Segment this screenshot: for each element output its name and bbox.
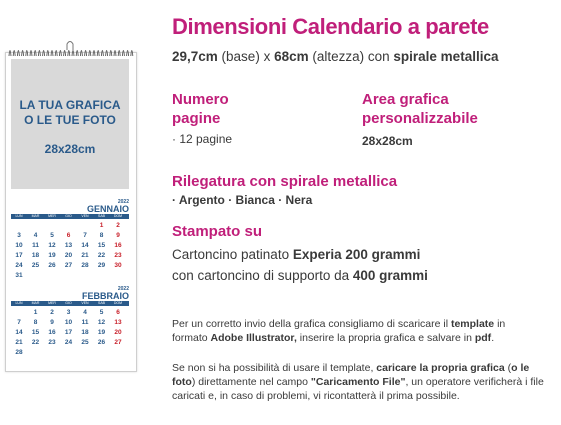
- weekday-label: MER: [48, 301, 56, 305]
- calendar-day: 4: [33, 232, 38, 239]
- calendar-day: 16: [48, 329, 56, 336]
- calendar-day: 27: [64, 262, 73, 269]
- print-description: Cartoncino patinato Experia 200 grammi con cartoncino di supporto da 400 grammi: [172, 247, 428, 283]
- calendar-day: 1: [33, 309, 38, 316]
- weekday-header: [11, 214, 129, 219]
- calendar-day: 12: [97, 319, 106, 326]
- calendar-day: 13: [64, 242, 73, 249]
- photo-label-line-2: O LE TUE FOTO: [24, 113, 116, 127]
- calendar-day: 23: [48, 339, 56, 346]
- calendar-day: 22: [97, 252, 106, 259]
- dimensions-subtitle: 29,7cm (base) x 68cm (altezza) con spirale metallica: [172, 49, 499, 64]
- calendar-day: 3: [66, 309, 71, 316]
- calendar-day: 29: [97, 262, 106, 269]
- calendar-day: 20: [114, 329, 122, 336]
- page-title: Dimensioni Calendario a parete: [172, 14, 489, 39]
- binding-heading: Rilegatura con spirale metallica: [172, 173, 398, 190]
- month-name: GENNAIO: [86, 204, 129, 214]
- spiral-binding-icon: [5, 44, 135, 58]
- calendar-day: 7: [17, 319, 21, 326]
- weekday-label: GIO: [65, 214, 72, 218]
- calendar-day: 28: [15, 349, 23, 356]
- calendar-day: 3: [17, 232, 21, 239]
- calendar-day: 26: [97, 339, 106, 346]
- weekday-label: LUN: [15, 301, 23, 305]
- calendar-day: 25: [31, 262, 40, 269]
- calendar-day: 14: [81, 242, 89, 249]
- calendar-day: 24: [64, 339, 73, 346]
- weekday-label: VEN: [81, 301, 89, 305]
- print-heading: Stampato su: [172, 223, 263, 240]
- calendar-day: 2: [50, 309, 54, 316]
- calendar-day: 19: [97, 329, 106, 336]
- pages-heading: Numero pagine: [172, 91, 229, 127]
- weekday-label: MER: [48, 214, 56, 218]
- template-instructions: Per un corretto invio della grafica consigliamo di scaricare il template in formato Adobe Illustrator, inserire la propria grafica e salvare in pdf.: [172, 318, 506, 344]
- weekday-label: MAR: [31, 301, 40, 305]
- upload-instructions: Se non si ha possibilità di usare il template, caricare la propria grafica (o le foto) direttamente nel campo "Caricamento File", un operatore verificherà i file caricati e, in caso di problemi, vi ricontatterà il prima possibile.: [172, 362, 544, 402]
- calendar-day: 6: [116, 309, 120, 316]
- calendar-day: 21: [81, 252, 89, 259]
- pages-value: · 12 pagine: [172, 132, 233, 146]
- calendar-day: 14: [15, 329, 23, 336]
- weekday-label: DOM: [113, 301, 123, 305]
- calendar-day: 27: [114, 339, 122, 346]
- calendar-day: 11: [81, 319, 89, 326]
- calendar-day: 8: [99, 232, 104, 239]
- calendar-day: 30: [114, 262, 122, 269]
- calendar-day: 22: [31, 339, 40, 346]
- calendar-day: 4: [83, 309, 87, 316]
- calendar-day: 23: [114, 252, 122, 259]
- calendar-day: 8: [33, 319, 38, 326]
- calendar-day: 16: [114, 242, 122, 249]
- calendar-day: 31: [15, 272, 23, 279]
- calendar-day: 7: [83, 232, 87, 239]
- calendar-day: 1: [99, 222, 104, 229]
- weekday-label: GIO: [65, 301, 72, 305]
- calendar-day: 20: [64, 252, 73, 259]
- calendar-day: 17: [15, 252, 23, 259]
- calendar-day: 9: [50, 319, 54, 326]
- calendar-day: 15: [97, 242, 106, 249]
- photo-placeholder-label: [11, 98, 129, 128]
- calendar-day: 5: [99, 309, 104, 316]
- calendar-day: 11: [32, 242, 39, 249]
- calendar-day: 18: [81, 329, 89, 336]
- calendar-day: 26: [48, 262, 56, 269]
- calendar-day: 17: [64, 329, 73, 336]
- calendar-day: 10: [64, 319, 73, 326]
- month-year: 2022: [117, 286, 129, 292]
- month-name: FEBBRAIO: [82, 291, 129, 301]
- calendar-day: 2: [116, 222, 120, 229]
- calendar-day: 21: [15, 339, 23, 346]
- photo-size-label: 28x28cm: [44, 142, 96, 156]
- calendar-day: 9: [116, 232, 120, 239]
- weekday-label: LUN: [15, 214, 23, 218]
- calendar-day: 24: [15, 262, 23, 269]
- calendar-day: 28: [81, 262, 89, 269]
- binding-value: · Argento · Bianca · Nera: [172, 193, 313, 207]
- area-value: 28x28cm: [362, 134, 413, 148]
- calendar-day: 13: [114, 319, 122, 326]
- calendar-day: 18: [31, 252, 40, 259]
- calendar-day: 19: [48, 252, 56, 259]
- calendar-day: 5: [50, 232, 54, 239]
- calendar-day: 10: [15, 242, 23, 249]
- calendar-day: 25: [81, 339, 89, 346]
- calendar-day: 15: [31, 329, 40, 336]
- weekday-header: [11, 301, 129, 306]
- area-heading: Area grafica personalizzabile: [362, 91, 478, 127]
- month-year: 2022: [117, 199, 129, 205]
- weekday-label: DOM: [113, 214, 123, 218]
- weekday-label: MAR: [31, 214, 40, 218]
- calendar-day: 6: [66, 232, 71, 239]
- weekday-label: SAB: [97, 214, 105, 218]
- weekday-label: SAB: [97, 301, 105, 305]
- calendar-day: 12: [48, 242, 56, 249]
- weekday-label: VEN: [81, 214, 89, 218]
- photo-label-line-1: LA TUA GRAFICA: [19, 98, 121, 112]
